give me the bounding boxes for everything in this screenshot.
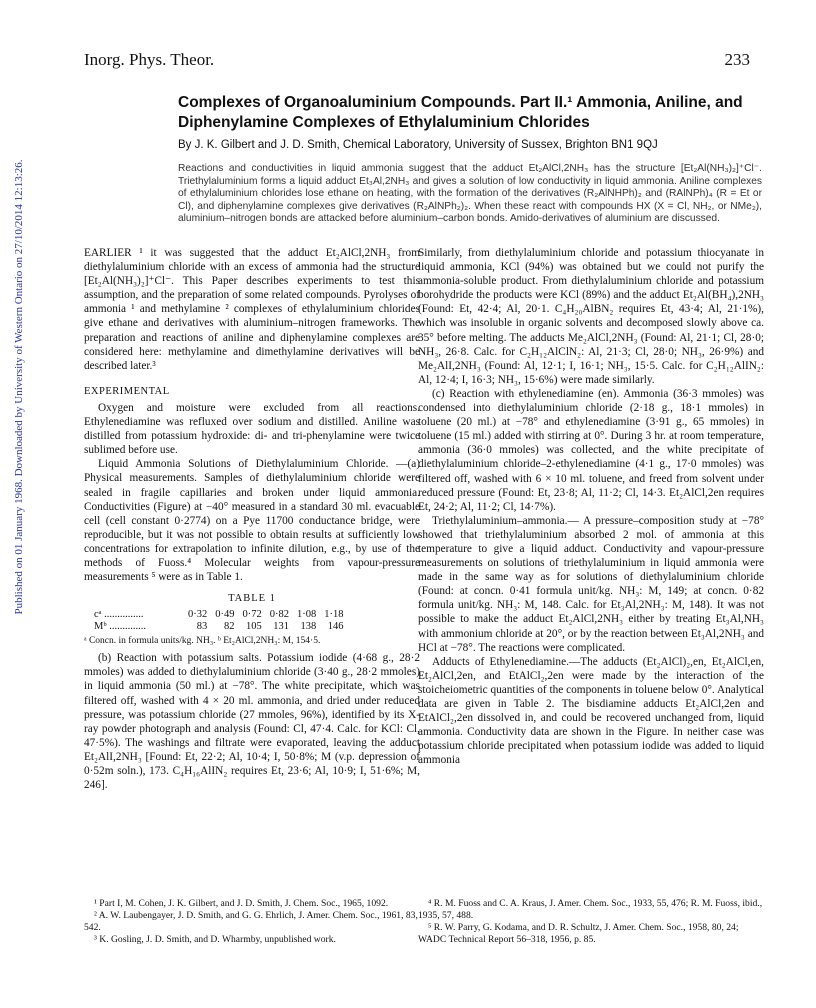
table-cell: 1·18	[324, 609, 344, 621]
footnote: ⁴ R. M. Fuoss and C. A. Kraus, J. Amer. Chem. Soc., 1933, 55, 476; R. M. Fuoss, ibid., 1935, 57, 488.	[418, 898, 763, 921]
paragraph: (c) Reaction with ethylenediamine (en). Ammonia (36·3 mmoles) was condensed into diethylaluminium chloride (2·18 g., 18·1 mmoles) in toluene (20 ml.) at −78° and ethylenediamine (3·91 g., 65 mmoles) in toluene (15 ml.) added with stirring at 0°. During 3 hr. at room temperature, ammonia (36·0 mmoles) was collected, and the white precipitate of diethylaluminium chloride–2-ethylenediamine (4·1 g., 17·0 mmoles) was filtered off, washed with 6 × 10 ml. toluene, and freed from solvent under reduced pressure (Found: Et, 23·8; Al, 11·2; Cl, 14·3. Et₂AlCl,2en requires Et, 24·2; Al, 11·2; Cl, 14·7%).	[418, 387, 764, 513]
table-footnote: ᵃ Concn. in formula units/kg. NH₃. ᵇ Et₂AlCl,2NH₃: M, 154·5.	[84, 636, 321, 647]
article-title: Complexes of Organoaluminium Compounds. Part II.¹ Ammonia, Aniline, and Diphenylamine Complexes of Ethylaluminium Chlorides	[178, 94, 743, 131]
table-row	[90, 621, 348, 633]
table-cell: 0·32	[188, 609, 208, 621]
paragraph: Adducts of Ethylenediamine.—The adducts (Et₂AlCl)₂,en, Et₂AlCl,en, Et₂AlCl,2en, and EtAlCl₂,2en were made by the interaction of the stoicheiometric quantities of the components in toluene below 0°. Analytical data are given in Table 2. The bisdiamine adducts Et₂AlCl,2en and EtAlCl₂,2en dissolved in, and could be recovered unchanged from, liquid ammonia. Conductivity data are shown in the Figure. In neither case was potassium chloride precipitated when potassium iodide was added to liquid ammonia	[418, 655, 764, 767]
table-cell: 138	[300, 621, 317, 633]
table-cell: 0·82	[269, 609, 289, 621]
intro-paragraph: EARLIER ¹ it was suggested that the adduct Et₂AlCl,2NH₃ from diethylaluminium chloride with an excess of ammonia had the structure [Et₂Al(NH₃)₂]⁺Cl⁻. This Paper describes experiments to test this assumption, and the preparation of some related compounds. Pyrolyses of ammonia ¹ and methylamine ² complexes of ethylaluminium chlorides give ethane and derivatives with aluminium–nitrogen frameworks. The preparation and reactions of aniline and diphenylamine complexes are considered here: methylamine and dimethylamine derivatives will be described later.³	[84, 247, 420, 372]
footnotes-right	[418, 898, 764, 946]
journal-running-head: Inorg. Phys. Theor.	[84, 50, 215, 69]
table-cell: 146	[327, 621, 344, 633]
row-label: Mᵇ ..............	[94, 621, 146, 633]
experimental-heading: EXPERIMENTAL	[84, 385, 170, 397]
table-cell: 1·08	[297, 609, 317, 621]
table-cell: 0·72	[242, 609, 262, 621]
table-row	[90, 609, 348, 621]
abstract: Reactions and conductivities in liquid ammonia suggest that the adduct Et₂AlCl,2NH₃ has the structure [Et₂Al(NH₃)₂]⁺Cl⁻. Triethylaluminium forms a liquid adduct Et₃Al,2NH₃ and gives a solution of low conductivity in liquid ammonia. Aniline complexes of ethylaluminium chlorides lose ethane on heating, with the formation of the derivatives (R₂AlNHPh)₂ and (RAlNPh)₄ (R = Et or Cl), and diphenylamine complexes give derivatives (R₂AlNPh₂)₂. When these react with compounds HX (X = Cl, NH₂, or NMe₂), aluminium–nitrogen bonds are attacked before aluminium–carbon bonds. Amido-derivatives of aluminium are discussed.	[178, 163, 762, 224]
footnote: ⁵ R. W. Parry, G. Kodama, and D. R. Schultz, J. Amer. Chem. Soc., 1958, 80, 24; WADC Technical Report 56–318, 1956, p. 85.	[418, 922, 739, 945]
footnote: ¹ Part I, M. Cohen, J. K. Gilbert, and J. D. Smith, J. Chem. Soc., 1965, 1092.	[94, 898, 389, 909]
paragraph: Liquid Ammonia Solutions of Diethylaluminium Chloride. —(a) Physical measurements. Samples of diethylaluminium chloride were sealed in fragile capillaries and broken under liquid ammonia. Conductivities (Figure) at −40° measured in a standard 30 ml. evacuable cell (cell constant 0·2774) on a Pye 11700 conductance bridge, were reproducible, but it was not possible to obtain results at sufficiently low concentrations for extrapolation to infinite dilution, e.g., by use of the methods of Fuoss.⁴ Molecular weights from vapour-pressure measurements ⁵ were as in Table 1.	[84, 458, 420, 584]
paragraph: Similarly, from diethylaluminium chloride and potassium thiocyanate in liquid ammonia, KCl (94%) was obtained but we could not purify the ammonia-soluble product. From diethylaluminium chloride and potassium borohydride the products were KCl (89%) and the adduct Et₂Al(BH₄),2NH₃ (Found: Et, 42·4; Al, 20·1. C₄H₂₀AlBN₂ requires Et, 43·4; Al, 21·1%), which was insoluble in organic solvents and decomposed slowly above ca. 35° before melting. The adducts Me₂AlCl,2NH₃ (Found: Al, 21·1; Cl, 28·0; NH₃, 26·8. Calc. for C₂H₁₂AlClN₂: Al, 21·3; Cl, 28·0; NH₃, 26·9%) and Me₂AlI,2NH₃ (Found: Al, 12·1; I, 16·1; NH₃, 15·5. Calc. for C₂H₁₂AlIN₂: Al, 12·4; I, 16·3; NH₃, 15·6%) were made similarly.	[418, 247, 764, 386]
table-cell: 131	[273, 621, 289, 633]
table-cell: 105	[246, 621, 262, 633]
footnote: ³ K. Gosling, J. D. Smith, and D. Wharmby, unpublished work.	[94, 934, 336, 945]
download-watermark: Published on 01 January 1968. Downloaded by University of Western Ontario on 27/10/2014 12:13:26.	[13, 159, 25, 615]
paragraph: (b) Reaction with potassium salts. Potassium iodide (4·68 g., 28·2 mmoles) was added to diethylaluminium chloride (3·40 g., 28·2 mmoles) in liquid ammonia (50 ml.) at −78°. The white precipitate, which was filtered off, washed with 4 × 20 ml. ammonia, and dried under reduced pressure, was potassium chloride (27 mmoles, 96%), identified by its X-ray powder photograph and analysis (Found: Cl, 47·4. Calc. for KCl: Cl, 47·5%). The washings and filtrate were evaporated, leaving the adduct Et₂AlI,2NH₃ [Found: Et, 22·2; Al, 10·4; I, 50·8%; M (v.p. depression of 0·52m soln.), 173. C₄H₁₆AlIN₂ requires Et, 23·6; Al, 10·9; I, 51·6%; M, 246].	[84, 652, 420, 792]
left-column	[84, 246, 420, 792]
table-1	[84, 592, 420, 647]
footnote: ² A. W. Laubengayer, J. D. Smith, and G. G. Ehrlich, J. Amer. Chem. Soc., 1961, 83, 542.	[84, 910, 418, 933]
paragraph: Triethylaluminium–ammonia.— A pressure–composition study at −78° showed that triethylaluminium absorbed 2 mol. of ammonia at this temperature to give a liquid adduct. Conductivity and vapour-pressure measurements on solutions of triethylaluminium in liquid ammonia were made in the same way as for solutions of diethylaluminium chloride (Found: at concn. 0·41 formula unit/kg. NH₃: M, 149; at concn. 0·82 formula unit/kg. NH₃: M, 148. Calc. for Et₃Al,2NH₃: M, 148). It was not possible to make the adduct Et₂AlCl,2NH₃ either by treating Et₃Al,NH₃ with ammonium chloride at 20°, or by the reaction between Et₃Al,2NH₃ and HCl at −78°. The reactions were complicated.	[418, 514, 764, 654]
footnotes-left	[84, 898, 420, 946]
page-number: 233	[724, 50, 750, 69]
table-cell: 82	[224, 621, 235, 633]
author-byline: By J. K. Gilbert and J. D. Smith, Chemical Laboratory, University of Sussex, Brighton BN1 9QJ	[178, 139, 658, 151]
table-title: TABLE 1	[228, 593, 276, 605]
right-column	[418, 246, 764, 767]
paragraph: Oxygen and moisture were excluded from all reactions. Ethylenediamine was refluxed over sodium and distilled. Aniline was distilled from potassium hydroxide: di- and tri-phenylamine were twice sublimed before use.	[84, 401, 420, 457]
table-body	[90, 609, 348, 633]
table-cell: 0·49	[215, 609, 235, 621]
row-label: cᵃ ...............	[94, 609, 144, 621]
table-cell: 83	[196, 621, 208, 633]
